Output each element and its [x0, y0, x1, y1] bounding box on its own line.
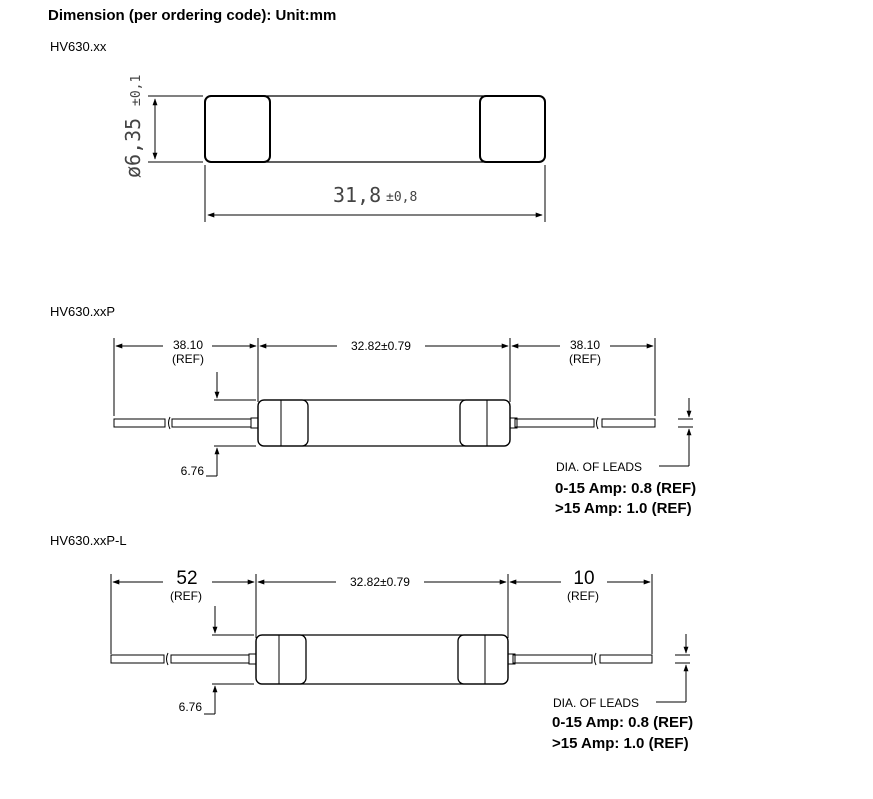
lead-right-segment-1	[515, 419, 594, 427]
body-diameter: 6.76	[178, 700, 202, 714]
page-title: Dimension (per ordering code): Unit:mm	[48, 7, 337, 24]
body-length: 32.82±0.79	[350, 575, 410, 589]
section-label-hv630: HV630.xx	[50, 39, 107, 54]
dia-of-leads-label: DIA. OF LEADS	[556, 460, 643, 474]
lead-right-length: 10	[573, 568, 595, 589]
lead-left-stub	[249, 654, 256, 664]
length-tolerance-text: ±0,8	[386, 190, 418, 205]
fuse-cap-right	[480, 96, 545, 162]
fuse-cap-left	[258, 400, 308, 446]
dia-of-leads-label: DIA. OF LEADS	[553, 696, 640, 710]
fuse-body	[256, 635, 508, 684]
fuse-outline	[205, 96, 545, 162]
lead-left-break	[167, 653, 169, 665]
lead-right-length: 38.10	[569, 338, 601, 352]
fuse-cap-left	[256, 635, 306, 684]
lead-spec-2: >15 Amp: 1.0 (REF)	[552, 735, 689, 752]
lead-left-break	[169, 417, 171, 429]
diameter-label-group	[121, 75, 145, 178]
lead-left-ref: (REF)	[172, 352, 204, 366]
lead-left-length: 38.10	[172, 338, 204, 352]
section-label-hv630pl: HV630.xxP-L	[50, 533, 127, 548]
body-length: 32.82±0.79	[351, 339, 411, 353]
lead-spec-1: 0-15 Amp: 0.8 (REF)	[552, 714, 694, 731]
lead-left-segment-2	[171, 655, 249, 663]
fuse-cap-right	[460, 400, 510, 446]
lead-right-break	[595, 653, 597, 665]
diameter-tolerance-text: ±0,1	[129, 74, 144, 106]
section-label-hv630p: HV630.xxP	[50, 304, 116, 319]
body-diameter: 6.76	[180, 464, 204, 478]
lead-left-length: 52	[176, 568, 198, 589]
diameter-text: ø6,35	[121, 117, 145, 178]
lead-left-ref: (REF)	[170, 589, 202, 603]
lead-spec-2: >15 Amp: 1.0 (REF)	[555, 500, 692, 517]
lead-right-segment-1	[513, 655, 592, 663]
lead-left-segment-1	[114, 419, 165, 427]
fuse-cap-right	[458, 635, 508, 684]
lead-spec-1: 0-15 Amp: 0.8 (REF)	[555, 480, 697, 497]
lead-right-break	[597, 417, 599, 429]
lead-right-ref: (REF)	[567, 589, 599, 603]
fuse-body	[258, 400, 510, 446]
lead-left-stub	[251, 418, 258, 428]
lead-left-segment-1	[111, 655, 164, 663]
length-text: 31,8	[333, 183, 382, 207]
lead-right-segment-2	[602, 419, 655, 427]
fuse-cap-left	[205, 96, 270, 162]
lead-right-segment-2	[600, 655, 652, 663]
lead-left-segment-2	[172, 419, 251, 427]
lead-right-ref: (REF)	[569, 352, 601, 366]
